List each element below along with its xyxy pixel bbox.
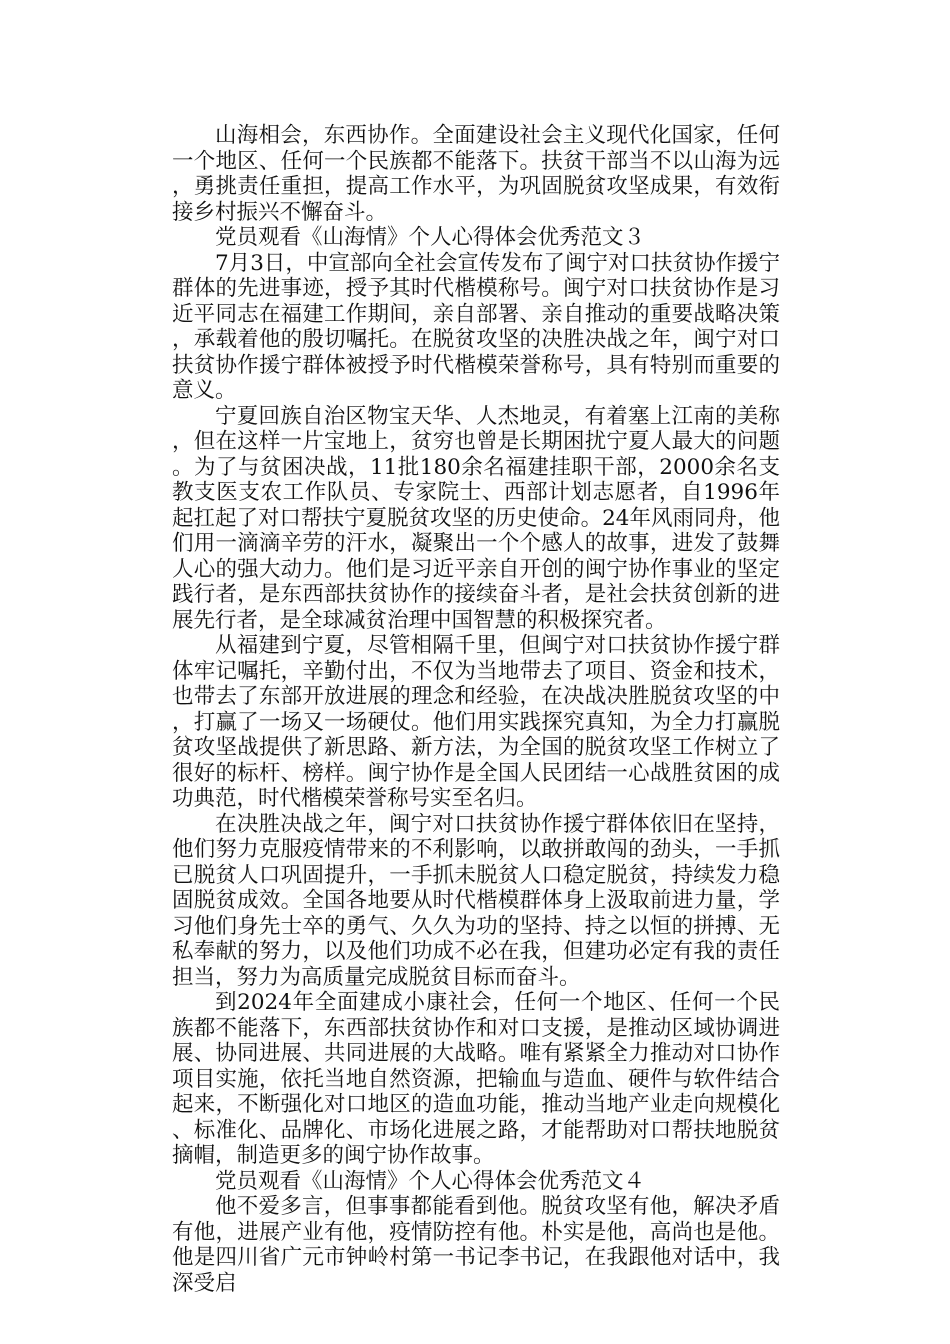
section-heading-3: 党员观看《山海情》个人心得体会优秀范文３: [215, 225, 646, 250]
paragraph-july-3: 7月3日，中宣部向全社会宣传发布了闽宁对口扶贫协作援宁群体的先进事迹，授予其时代楷模称号。闽宁对口扶贫协作是习近平同志在福建工作期间，亲自部署、亲自推动的重要战略决策，承载着他的殷切嘱托。在脱贫攻坚的决胜决战之年，闽宁对口扶贫协作援宁群体被授予时代楷模荣誉称号，具有特别而重要的意义。: [172, 250, 780, 403]
section-heading-4: 党员观看《山海情》个人心得体会优秀范文４: [215, 1168, 646, 1194]
paragraph-fujian-to-ningxia: 从福建到宁夏，尽管相隔千里，但闽宁对口扶贫协作援宁群体牢记嘱托，辛勤付出，不仅为当地带去了项目、资金和技术，也带去了东部开放进展的理念和经验，在决战决胜脱贫攻坚的中，打赢了一场又一场硬仗。他们用实践探究真知，为全力打赢脱贫攻坚战提供了新思路、新方法，为全国的脱贫攻坚工作树立了很好的标杆、榜样。闽宁协作是全国人民团结一心战胜贫困的成功典范，时代楷模荣誉称号实至名归。: [172, 633, 780, 811]
paragraph-intro: 山海相会，东西协作。全面建设社会主义现代化国家，任何一个地区、任何一个民族都不能落下。扶贫干部当不以山海为远，勇挑责任重担，提高工作水平，为巩固脱贫攻坚成果，有效衔接乡村振兴不懈奋斗。: [172, 123, 780, 225]
paragraph-2024: 到2024年全面建成小康社会，任何一个地区、任何一个民族都不能落下，东西部扶贫协作和对口支援，是推动区域协调进展、协同进展、共同进展的大战略。唯有紧紧全力推动对口协作项目实施，依托当地自然资源，把输血与造血、硬件与软件结合起来，不断强化对口地区的造血功能，推动当地产业走向规模化、标准化、品牌化、市场化进展之路，才能帮助对口帮扶地脱贫摘帽，制造更多的闽宁协作故事。: [172, 990, 780, 1168]
document-body: [172, 123, 780, 1296]
paragraph-decisive-year: 在决胜决战之年，闽宁对口扶贫协作援宁群体依旧在坚持，他们努力克服疫情带来的不利影响，以敢拼敢闯的劲头，一手抓已脱贫人口巩固提升，一手抓未脱贫人口稳定脱贫，持续发力稳固脱贫成效。全国各地要从时代楷模群体身上汲取前进力量，学习他们身先士卒的勇气、久久为功的坚持、持之以恒的拼搏、无私奉献的努力，以及他们功成不必在我，但建功必定有我的责任担当，努力为高质量完成脱贫目标而奋斗。: [172, 811, 780, 990]
paragraph-secretary-li: 他不爱多言，但事事都能看到他。脱贫攻坚有他，解决矛盾有他，进展产业有他，疫情防控有他。朴实是他，高尚也是他。他是四川省广元市钟岭村第一书记李书记，在我跟他对话中，我深受启: [172, 1194, 780, 1296]
paragraph-ningxia: 宁夏回族自治区物宝天华、人杰地灵，有着塞上江南的美称，但在这样一片宝地上，贫穷也曾是长期困扰宁夏人最大的问题。为了与贫困决战，11批180余名福建挂职干部，2000余名支教支医支农工作队员、专家院士、西部计划志愿者，自1996年起扛起了对口帮扶宁夏脱贫攻坚的历史使命。24年风雨同舟，他们用一滴滴辛劳的汗水，凝聚出一个个感人的故事，进发了鼓舞人心的强大动力。他们是习近平亲自开创的闽宁协作事业的坚定践行者，是东西部扶贫协作的接续奋斗者，是社会扶贫创新的进展先行者，是全球减贫治理中国智慧的积极探究者。: [172, 403, 780, 633]
